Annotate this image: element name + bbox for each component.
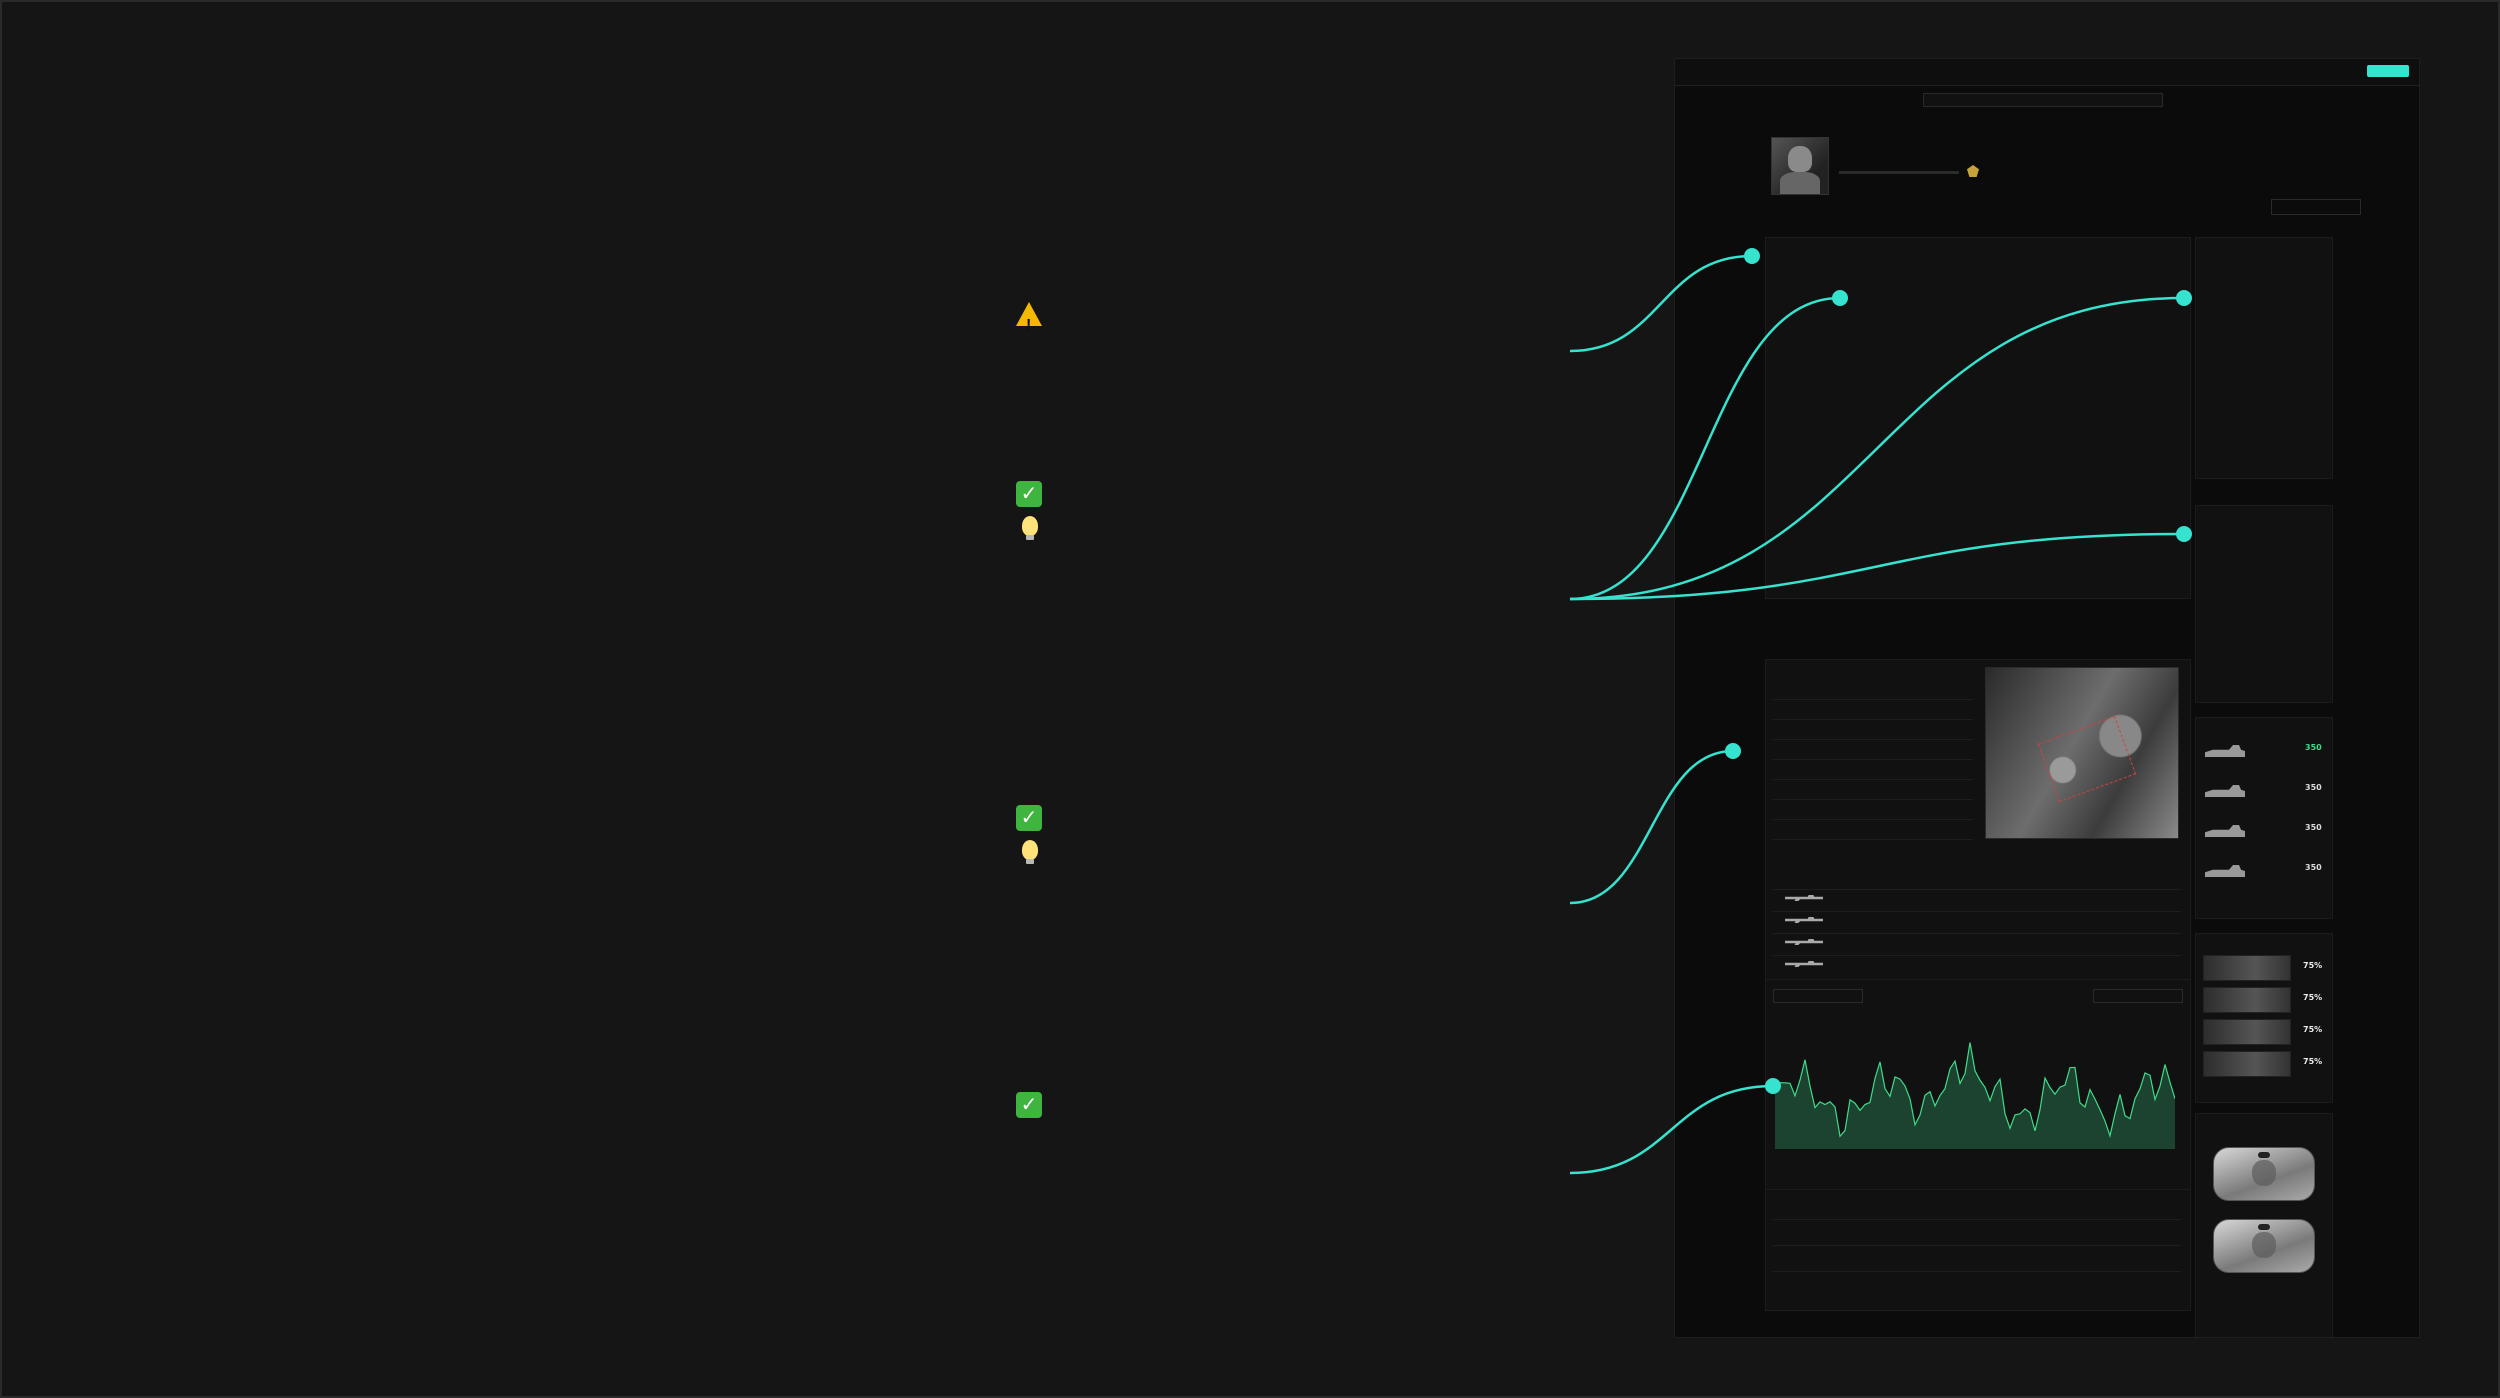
connector-line [1570, 1086, 1773, 1173]
map-win-percentage: 75% [2303, 993, 2323, 1002]
connector-dot [1832, 290, 1848, 306]
connector-dot [1725, 743, 1741, 759]
connector-dot [2176, 526, 2192, 542]
vehicle-value: 350 [2305, 743, 2322, 752]
connector-dot [1744, 248, 1760, 264]
map-win-percentage: 75% [2303, 961, 2323, 970]
map-win-percentage: 75% [2303, 1025, 2323, 1034]
connector-line [1570, 751, 1733, 903]
connector-dot [1765, 1078, 1781, 1094]
vehicle-value: 350 [2305, 863, 2322, 872]
check-icon: ✓ [1016, 805, 1042, 831]
connector-line [1570, 256, 1752, 351]
vehicle-value: 350 [2305, 783, 2322, 792]
check-icon: ✓ [1016, 481, 1042, 507]
map-win-percentage: 75% [2303, 1057, 2323, 1066]
connector-line [1570, 298, 2184, 599]
check-icon: ✓ [1016, 1092, 1042, 1118]
connector-dot [2176, 290, 2192, 306]
vehicle-value: 350 [2305, 823, 2322, 832]
